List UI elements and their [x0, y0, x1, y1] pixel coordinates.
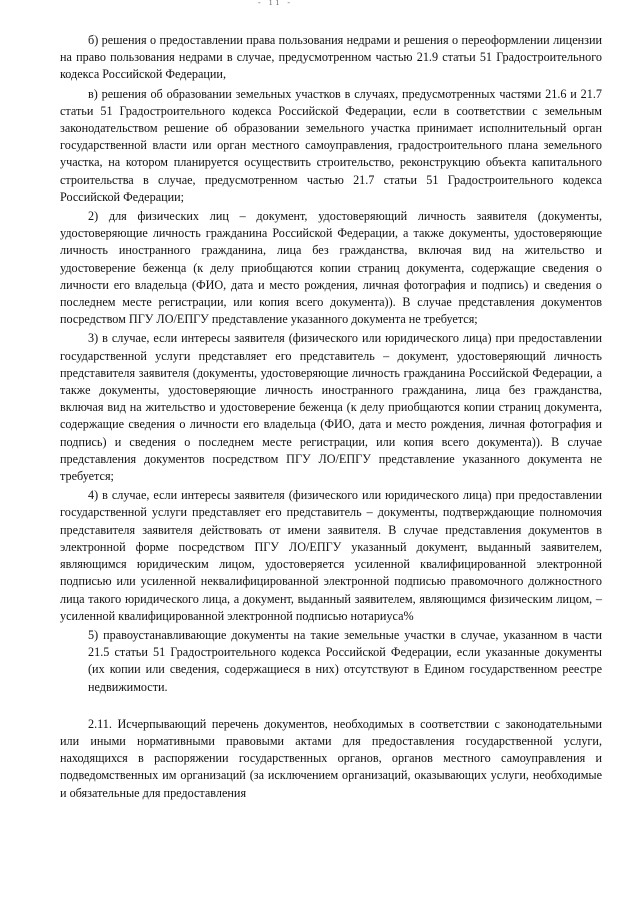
- paragraph-item-3: 3) в случае, если интересы заявителя (физического или юридического лица) при предоставлении государственной услуги представляет его представитель – документ, удостоверяющий личность представителя заявителя (документы, удостоверяющие личность гражданина Российской Федерации, а также документы, удостоверяющие личность иностранного гражданина, лица без гражданства, включая вид на жительство и удостоверение беженца (к делу приобщаются копии страниц документа, содержащие сведения о личности его владельца (ФИО, дата и место рождения, личная фотография и подпись) и сведения о последнем месте регистрации, или копия всего документа)). В случае представления документов посредством ПГУ ЛО/ЕПГУ представление указанного документа не требуется;: [60, 331, 602, 484]
- paragraph-item-2: 2) для физических лиц – документ, удостоверяющий личность заявителя (документы, удостоверяющие личность гражданина Российской Федерации, а также документы, удостоверяющие личность иностранного гражданина, лица без гражданства, включая вид на жительство и удостоверение беженца (к делу приобщаются копии страниц документа, содержащие сведения о личности его владельца (ФИО, дата и место рождения, личная фотография и подпись) и сведения о последнем месте регистрации, или копия всего документа)). В случае представления документов посредством ПГУ ЛО/ЕПГУ представление указанного документа не требуется;: [60, 209, 602, 327]
- paragraph-section-2-11: 2.11. Исчерпывающий перечень документов, необходимых в соответствии с законодательными или иными нормативными правовыми актами для предоставления государственной услуги, находящихся в распоряжении государственных органов, органов местного самоуправления и подведомственных им организаций (за исключением организаций, оказывающих услуги, необходимые и обязательные для предоставления: [60, 716, 602, 800]
- document-body: [60, 32, 602, 802]
- paragraph-item-5: 5) правоустанавливающие документы на такие земельные участки в случае, указанном в части 21.5 статьи 51 Градостроительного кодекса Российской Федерации, если указанные документы (их копии или сведения, содержащиеся в них) отсутствуют в Едином государственном реестре недвижимости.: [88, 627, 602, 694]
- paragraph-item-b: б) решения о предоставлении права пользования недрами и решения о переоформлении лицензии на право пользования недрами в случае, предусмотренном частью 21.9 статьи 51 Градостроительного кодекса Российской Федерации,: [60, 33, 602, 82]
- paragraph-item-4: 4) в случае, если интересы заявителя (физического или юридического лица) при предоставлении государственной услуги представляет его представитель – документы, подтверждающие полномочия представителя заявителя действовать от имени заявителя. В случае представления документов в электронной форме посредством ПГУ ЛО/ЕПГУ указанный документ, выданный заявителем, являющимся юридическим лицом, удостоверяется усиленной квалифицированной электронной подписью или усиленной неквалифицированной электронной подписью правомочного должностного лица такого юридического лица, а документ, выданный заявителем, являющимся физическим лицом, – усиленной квалифицированной электронной подписью нотариуса%: [60, 488, 602, 623]
- page-number-mark: - 11 -: [258, 0, 294, 7]
- paragraph-item-v: в) решения об образовании земельных участков в случаях, предусмотренных частями 21.6 и 21.7 статьи 51 Градостроительного кодекса Российской Федерации, если в соответствии с земельным законодательством решение об образовании земельного участка принимает исполнительный орган государственной власти или орган местного самоуправления, градостроительного плана земельного участка, на котором планируется осуществить строительство, реконструкцию объекта капитального строительства в случае, предусмотренном частью 21.7 статьи 51 Градостроительного кодекса Российской Федерации;: [60, 86, 602, 204]
